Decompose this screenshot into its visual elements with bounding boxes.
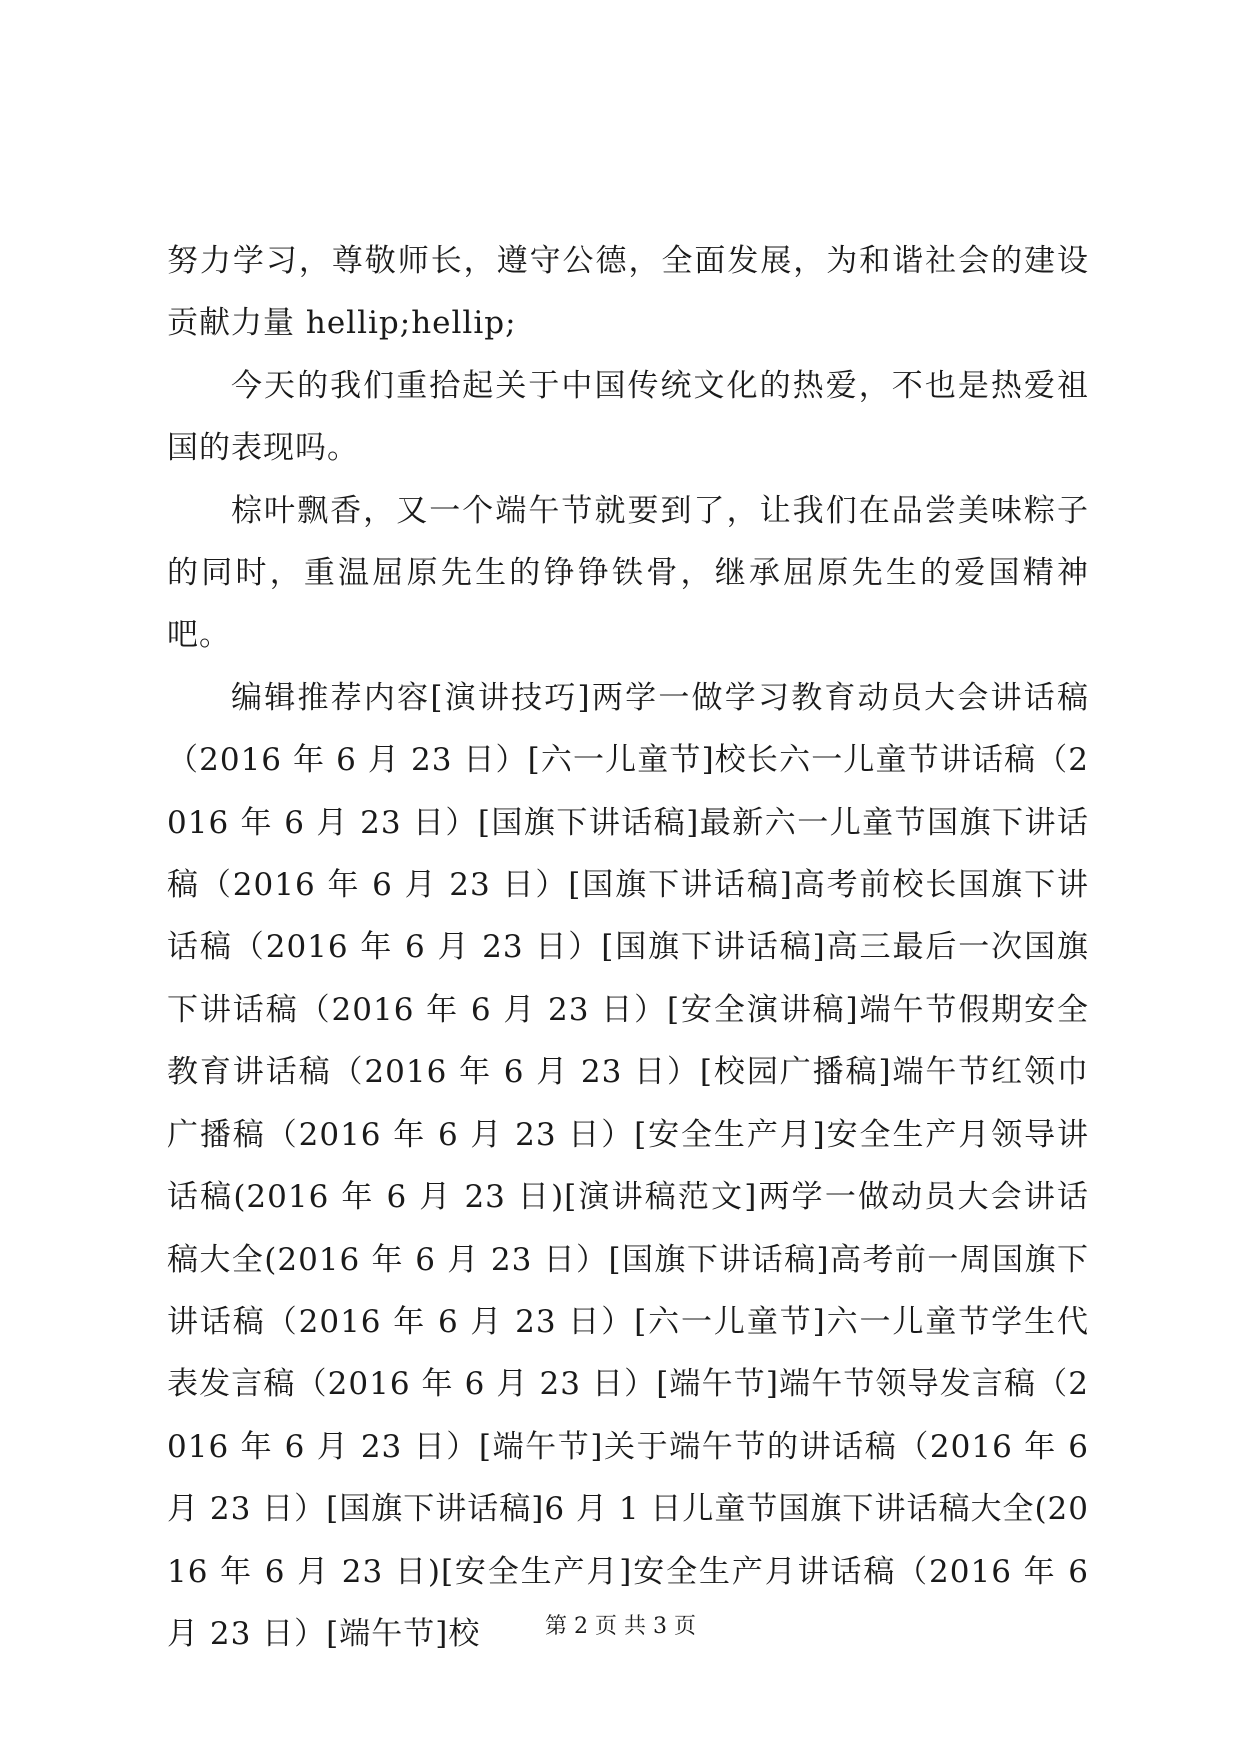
page-footer bbox=[0, 1612, 1241, 1642]
paragraph-4: 编辑推荐内容[演讲技巧]两学一做学习教育动员大会讲话稿（2016 年 6 月 23 日）[六一儿童节]校长六一儿童节讲话稿（2016 年 6 月 23 日）[国旗下讲话稿]最新六一儿童节国旗下讲话稿（2016 年 6 月 23 日）[国旗下讲话稿]高考前校长国旗下讲话稿（2016 年 6 月 23 日）[国旗下讲话稿]高三最后一次国旗下讲话稿（2016 年 6 月 23 日）[安全演讲稿]端午节假期安全教育讲话稿（2016 年 6 月 23 日）[校园广播稿]端午节红领巾广播稿（2016 年 6 月 23 日）[安全生产月]安全生产月领导讲话稿(2016 年 6 月 23 日)[演讲稿范文]两学一做动员大会讲话稿大全(2016 年 6 月 23 日）[国旗下讲话稿]高考前一周国旗下讲话稿（2016 年 6 月 23 日）[六一儿童节]六一儿童节学生代表发言稿（2016 年 6 月 23 日）[端午节]端午节领导发言稿（2016 年 6 月 23 日）[端午节]关于端午节的讲话稿（2016 年 6 月 23 日）[国旗下讲话稿]6 月 1 日儿童节国旗下讲话稿大全(2016 年 6 月 23 日)[安全生产月]安全生产月讲话稿（2016 年 6 月 23 日）[端午节]校 bbox=[167, 679, 1089, 1652]
body-text bbox=[167, 230, 1089, 1665]
paragraph-3: 棕叶飘香，又一个端午节就要到了，让我们在品尝美味粽子的同时，重温屈原先生的铮铮铁骨，继承屈原先生的爱国精神吧。 bbox=[167, 492, 1089, 654]
paragraph-2: 今天的我们重拾起关于中国传统文化的热爱，不也是热爱祖国的表现吗。 bbox=[167, 367, 1089, 467]
page-number-label: 第 2 页 共 3 页 bbox=[545, 1614, 696, 1639]
paragraph-1: 努力学习，尊敬师长，遵守公德，全面发展，为和谐社会的建设贡献力量 hellip;hellip; bbox=[167, 243, 1089, 342]
